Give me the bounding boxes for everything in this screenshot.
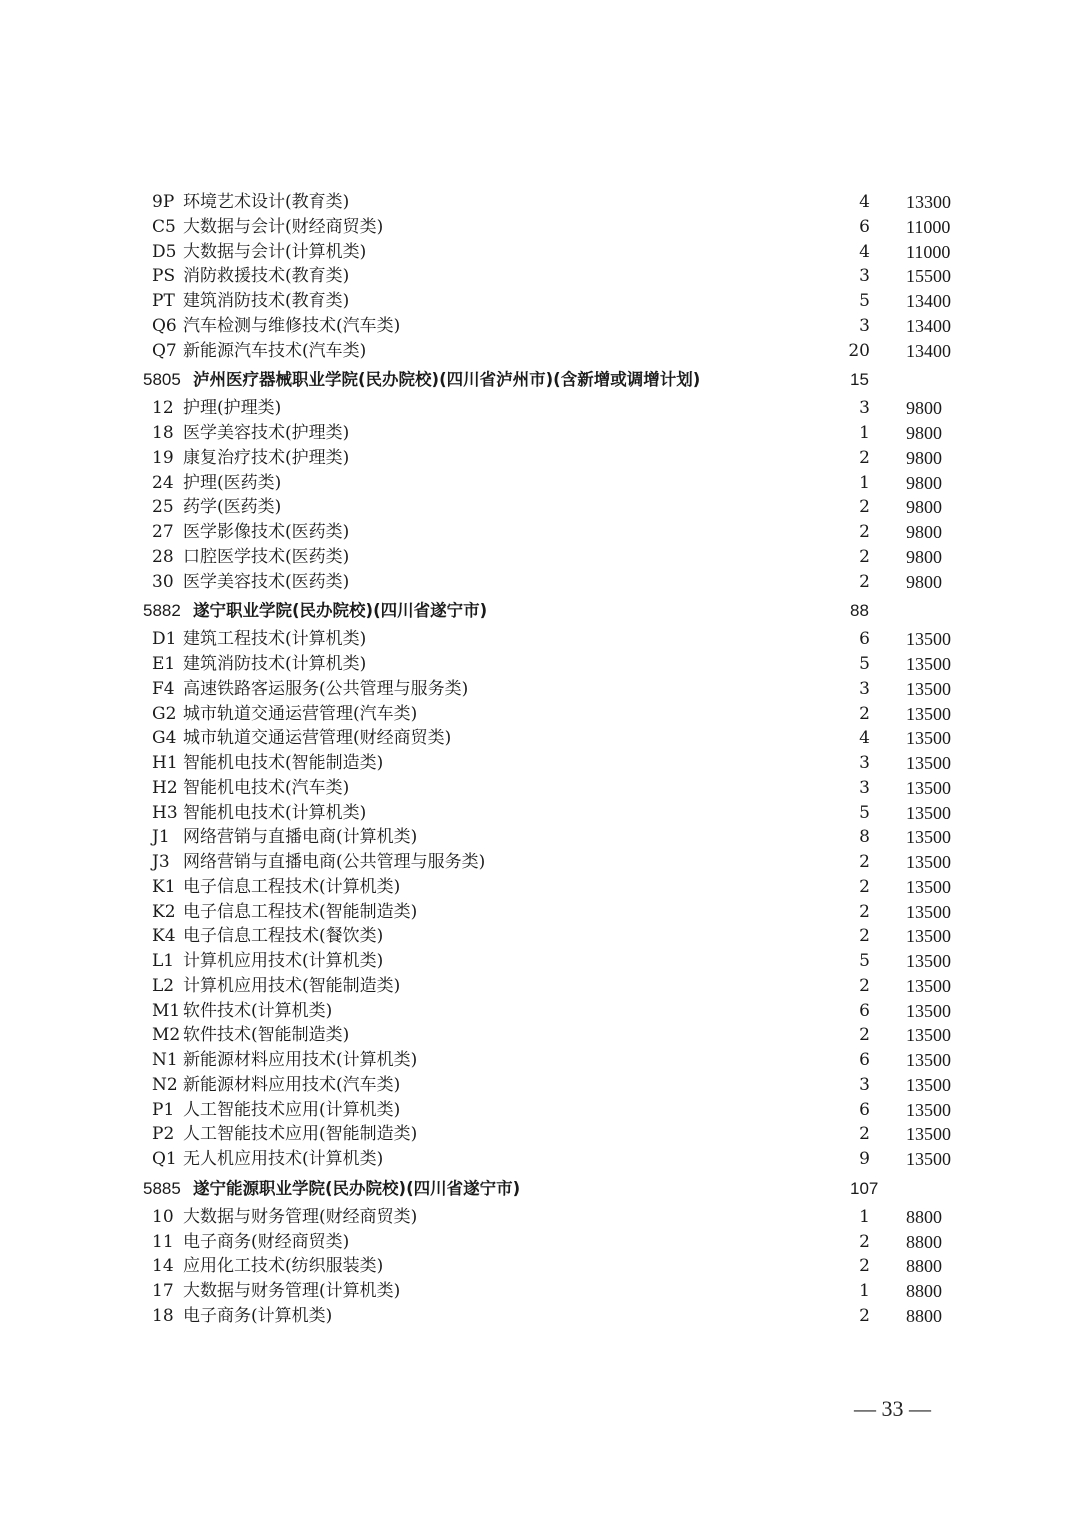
major-name: 城市轨道交通运营管理(财经商贸类)	[183, 728, 452, 749]
plan-count: 2	[859, 571, 870, 592]
tuition-fee: 8800	[906, 1305, 942, 1326]
major-code: PT	[152, 291, 175, 311]
plan-count: 3	[859, 753, 870, 773]
major-name: 电子信息工程技术(餐饮类)	[183, 926, 384, 947]
major-name: 建筑消防技术(计算机类)	[183, 654, 367, 674]
school-name: 遂宁能源职业学院(民办院校)(四川省遂宁市)	[193, 1178, 521, 1198]
major-row	[0, 1147, 1080, 1172]
major-name: 医学美容技术(医药类)	[183, 571, 350, 592]
plan-count: 3	[859, 266, 870, 287]
major-name: 护理(护理类)	[183, 398, 282, 419]
major-name: 人工智能技术应用(智能制造类)	[183, 1124, 418, 1145]
major-row	[0, 1254, 1080, 1279]
major-code: H2	[152, 777, 178, 798]
major-name: 新能源材料应用技术(汽车类)	[183, 1074, 401, 1095]
tuition-fee: 13500	[906, 777, 951, 798]
major-row	[0, 924, 1080, 949]
tuition-fee: 13500	[906, 827, 951, 848]
plan-count: 3	[859, 1074, 870, 1095]
tuition-fee: 9800	[906, 423, 942, 443]
major-code: N2	[152, 1074, 178, 1095]
major-name: 智能机电技术(智能制造类)	[183, 753, 384, 773]
major-code: L2	[152, 975, 175, 996]
major-row	[0, 495, 1080, 520]
school-header-row	[0, 363, 1080, 396]
major-name: 高速铁路客运服务(公共管理与服务类)	[183, 678, 469, 699]
tuition-fee: 13500	[906, 703, 951, 724]
school-code: 5882	[143, 601, 181, 621]
major-code: 18	[152, 1305, 174, 1326]
major-name: 建筑工程技术(计算机类)	[183, 629, 367, 650]
major-row	[0, 446, 1080, 471]
tuition-fee: 13500	[906, 1124, 951, 1145]
plan-count: 6	[859, 629, 870, 650]
major-row	[0, 1230, 1080, 1255]
major-row	[0, 875, 1080, 900]
major-name: 无人机应用技术(计算机类)	[183, 1149, 384, 1169]
major-name: 智能机电技术(计算机类)	[183, 802, 367, 823]
major-row	[0, 999, 1080, 1024]
plan-count: 2	[859, 447, 870, 468]
tuition-fee: 13400	[906, 340, 951, 361]
tuition-fee: 13500	[906, 728, 951, 749]
major-name: 大数据与会计(计算机类)	[183, 241, 367, 262]
tuition-fee: 9800	[906, 447, 942, 468]
major-code: M2	[152, 1025, 181, 1046]
tuition-fee: 9800	[906, 398, 942, 419]
major-code: K4	[152, 926, 176, 947]
major-code: P1	[152, 1099, 175, 1120]
major-name: 智能机电技术(汽车类)	[183, 777, 350, 798]
major-name: 环境艺术设计(教育类)	[183, 192, 350, 212]
plan-count: 1	[859, 1281, 870, 1301]
major-name: 口腔医学技术(医药类)	[183, 546, 350, 567]
major-row	[0, 1023, 1080, 1048]
major-code: J1	[152, 827, 170, 848]
tuition-fee: 13500	[906, 975, 951, 996]
major-name: 城市轨道交通运营管理(汽车类)	[183, 703, 418, 724]
major-code: 11	[152, 1231, 174, 1252]
tuition-fee: 13300	[906, 192, 951, 212]
major-name: 应用化工技术(纺织服装类)	[183, 1256, 384, 1277]
school-total-plan: 88	[850, 601, 869, 621]
tuition-fee: 9800	[906, 472, 942, 493]
plan-count: 2	[859, 1124, 870, 1145]
major-row	[0, 974, 1080, 999]
major-row	[0, 1073, 1080, 1098]
major-row	[0, 1205, 1080, 1230]
major-code: E1	[152, 654, 176, 674]
major-code: Q1	[152, 1149, 177, 1169]
major-code: 24	[152, 472, 174, 493]
major-row	[0, 396, 1080, 421]
tuition-fee: 11000	[906, 241, 951, 262]
major-name: 大数据与财务管理(计算机类)	[183, 1281, 401, 1301]
plan-count: 2	[859, 975, 870, 996]
tuition-fee: 13500	[906, 1149, 951, 1169]
major-row	[0, 627, 1080, 652]
major-code: 25	[152, 497, 174, 518]
major-code: PS	[152, 266, 176, 287]
major-code: 27	[152, 522, 174, 542]
plan-count: 20	[848, 340, 870, 361]
major-row	[0, 1122, 1080, 1147]
major-row	[0, 339, 1080, 364]
school-code: 5805	[143, 370, 181, 390]
major-name: 计算机应用技术(计算机类)	[183, 951, 384, 971]
major-name: 康复治疗技术(护理类)	[183, 447, 350, 468]
major-row	[0, 545, 1080, 570]
major-row	[0, 726, 1080, 751]
tuition-fee: 8800	[906, 1231, 942, 1252]
major-name: 消防救援技术(教育类)	[183, 266, 350, 287]
school-name: 泸州医疗器械职业学院(民办院校)(四川省泸州市)(含新增或调增计划)	[193, 370, 701, 390]
major-row	[0, 215, 1080, 240]
school-total-plan: 107	[850, 1178, 879, 1198]
tuition-fee: 8800	[906, 1281, 942, 1301]
plan-count: 6	[859, 216, 870, 237]
major-code: 18	[152, 423, 174, 443]
tuition-fee: 13500	[906, 629, 951, 650]
major-code: G2	[152, 703, 177, 724]
plan-count: 2	[859, 901, 870, 922]
plan-count: 2	[859, 1025, 870, 1046]
plan-count: 1	[859, 1206, 870, 1227]
major-row	[0, 264, 1080, 289]
tuition-fee: 13500	[906, 802, 951, 823]
major-code: 17	[152, 1281, 174, 1301]
tuition-fee: 13500	[906, 1074, 951, 1095]
tuition-fee: 9800	[906, 522, 942, 542]
major-code: 12	[152, 398, 174, 419]
plan-count: 2	[859, 703, 870, 724]
major-code: D1	[152, 629, 177, 650]
major-code: J3	[152, 852, 170, 872]
plan-count: 2	[859, 1305, 870, 1326]
plan-count: 4	[859, 192, 870, 212]
major-name: 网络营销与直播电商(公共管理与服务类)	[183, 852, 486, 872]
major-row	[0, 289, 1080, 314]
major-code: H1	[152, 753, 178, 773]
major-row	[0, 1304, 1080, 1329]
major-code: K1	[152, 876, 176, 897]
tuition-fee: 9800	[906, 546, 942, 567]
major-name: 电子信息工程技术(计算机类)	[183, 876, 401, 897]
major-name: 汽车检测与维修技术(汽车类)	[183, 315, 401, 336]
tuition-fee: 9800	[906, 497, 942, 518]
plan-count: 2	[859, 876, 870, 897]
major-code: P2	[152, 1124, 175, 1145]
plan-count: 3	[859, 398, 870, 419]
tuition-fee: 8800	[906, 1206, 942, 1227]
major-code: 14	[152, 1256, 174, 1277]
major-name: 大数据与会计(财经商贸类)	[183, 216, 384, 237]
major-code: 30	[152, 571, 174, 592]
plan-count: 9	[859, 1149, 870, 1169]
plan-count: 3	[859, 315, 870, 336]
major-row	[0, 240, 1080, 265]
major-code: 28	[152, 546, 174, 567]
major-name: 药学(医药类)	[183, 497, 282, 518]
major-row	[0, 652, 1080, 677]
major-name: 人工智能技术应用(计算机类)	[183, 1099, 401, 1120]
tuition-fee: 13500	[906, 926, 951, 947]
tuition-fee: 13500	[906, 901, 951, 922]
school-header-row	[0, 1172, 1080, 1205]
tuition-fee: 13500	[906, 1050, 951, 1070]
major-row	[0, 900, 1080, 925]
plan-count: 2	[859, 546, 870, 567]
major-code: 19	[152, 447, 174, 468]
major-row	[0, 520, 1080, 545]
tuition-fee: 13500	[906, 753, 951, 773]
major-code: 10	[152, 1206, 174, 1227]
major-row	[0, 825, 1080, 850]
major-row	[0, 801, 1080, 826]
major-row	[0, 314, 1080, 339]
plan-count: 8	[859, 827, 870, 848]
major-name: 医学影像技术(医药类)	[183, 522, 350, 542]
major-name: 新能源材料应用技术(计算机类)	[183, 1050, 418, 1070]
major-row	[0, 702, 1080, 727]
major-name: 新能源汽车技术(汽车类)	[183, 340, 367, 361]
major-code: K2	[152, 901, 176, 922]
major-name: 网络营销与直播电商(计算机类)	[183, 827, 418, 848]
plan-count: 2	[859, 926, 870, 947]
plan-count: 2	[859, 1231, 870, 1252]
tuition-fee: 15500	[906, 266, 951, 287]
major-row	[0, 677, 1080, 702]
plan-count: 1	[859, 472, 870, 493]
major-code: Q7	[152, 340, 177, 361]
plan-count: 5	[859, 802, 870, 823]
major-row	[0, 776, 1080, 801]
tuition-fee: 13400	[906, 291, 951, 311]
tuition-fee: 13500	[906, 876, 951, 897]
tuition-fee: 13500	[906, 1000, 951, 1021]
major-code: D5	[152, 241, 177, 262]
major-row	[0, 1279, 1080, 1304]
major-row	[0, 570, 1080, 595]
school-code: 5885	[143, 1178, 181, 1198]
tuition-fee: 11000	[906, 216, 951, 237]
major-code: M1	[152, 1000, 181, 1021]
school-header-row	[0, 594, 1080, 627]
major-row	[0, 751, 1080, 776]
major-row	[0, 1098, 1080, 1123]
major-code: H3	[152, 802, 178, 823]
major-name: 软件技术(计算机类)	[183, 1000, 333, 1021]
plan-count: 6	[859, 1050, 870, 1070]
tuition-fee: 8800	[906, 1256, 942, 1277]
tuition-fee: 13400	[906, 315, 951, 336]
tuition-fee: 13500	[906, 951, 951, 971]
major-name: 软件技术(智能制造类)	[183, 1025, 350, 1046]
plan-count: 3	[859, 678, 870, 699]
major-name: 建筑消防技术(教育类)	[183, 291, 350, 311]
major-name: 电子商务(计算机类)	[183, 1305, 333, 1326]
plan-count: 5	[859, 951, 870, 971]
plan-count: 2	[859, 522, 870, 542]
major-name: 医学美容技术(护理类)	[183, 423, 350, 443]
major-row	[0, 471, 1080, 496]
tuition-fee: 13500	[906, 852, 951, 872]
tuition-fee: 13500	[906, 678, 951, 699]
tuition-fee: 13500	[906, 1025, 951, 1046]
plan-count: 4	[859, 241, 870, 262]
major-row	[0, 949, 1080, 974]
major-name: 大数据与财务管理(财经商贸类)	[183, 1206, 418, 1227]
tuition-fee: 13500	[906, 654, 951, 674]
plan-count: 2	[859, 497, 870, 518]
plan-count: 1	[859, 423, 870, 443]
tuition-fee: 13500	[906, 1099, 951, 1120]
major-name: 护理(医药类)	[183, 472, 282, 493]
major-code: L1	[152, 951, 175, 971]
plan-count: 2	[859, 852, 870, 872]
plan-count: 5	[859, 654, 870, 674]
school-total-plan: 15	[850, 370, 869, 390]
major-code: G4	[152, 728, 177, 749]
major-row	[0, 421, 1080, 446]
plan-count: 5	[859, 291, 870, 311]
school-name: 遂宁职业学院(民办院校)(四川省遂宁市)	[193, 601, 488, 621]
major-row	[0, 1048, 1080, 1073]
major-code: C5	[152, 216, 176, 237]
major-name: 计算机应用技术(智能制造类)	[183, 975, 401, 996]
major-code: 9P	[152, 192, 175, 212]
plan-count: 4	[859, 728, 870, 749]
major-row	[0, 190, 1080, 215]
major-name: 电子商务(财经商贸类)	[183, 1231, 350, 1252]
plan-count: 2	[859, 1256, 870, 1277]
page-number: — 33 —	[854, 1396, 931, 1421]
major-code: F4	[152, 678, 175, 699]
major-code: Q6	[152, 315, 177, 336]
major-code: N1	[152, 1050, 178, 1070]
major-row	[0, 850, 1080, 875]
tuition-fee: 9800	[906, 571, 942, 592]
plan-count: 3	[859, 777, 870, 798]
major-name: 电子信息工程技术(智能制造类)	[183, 901, 418, 922]
plan-count: 6	[859, 1000, 870, 1021]
plan-count: 6	[859, 1099, 870, 1120]
enrollment-plan-table	[0, 190, 1080, 1329]
